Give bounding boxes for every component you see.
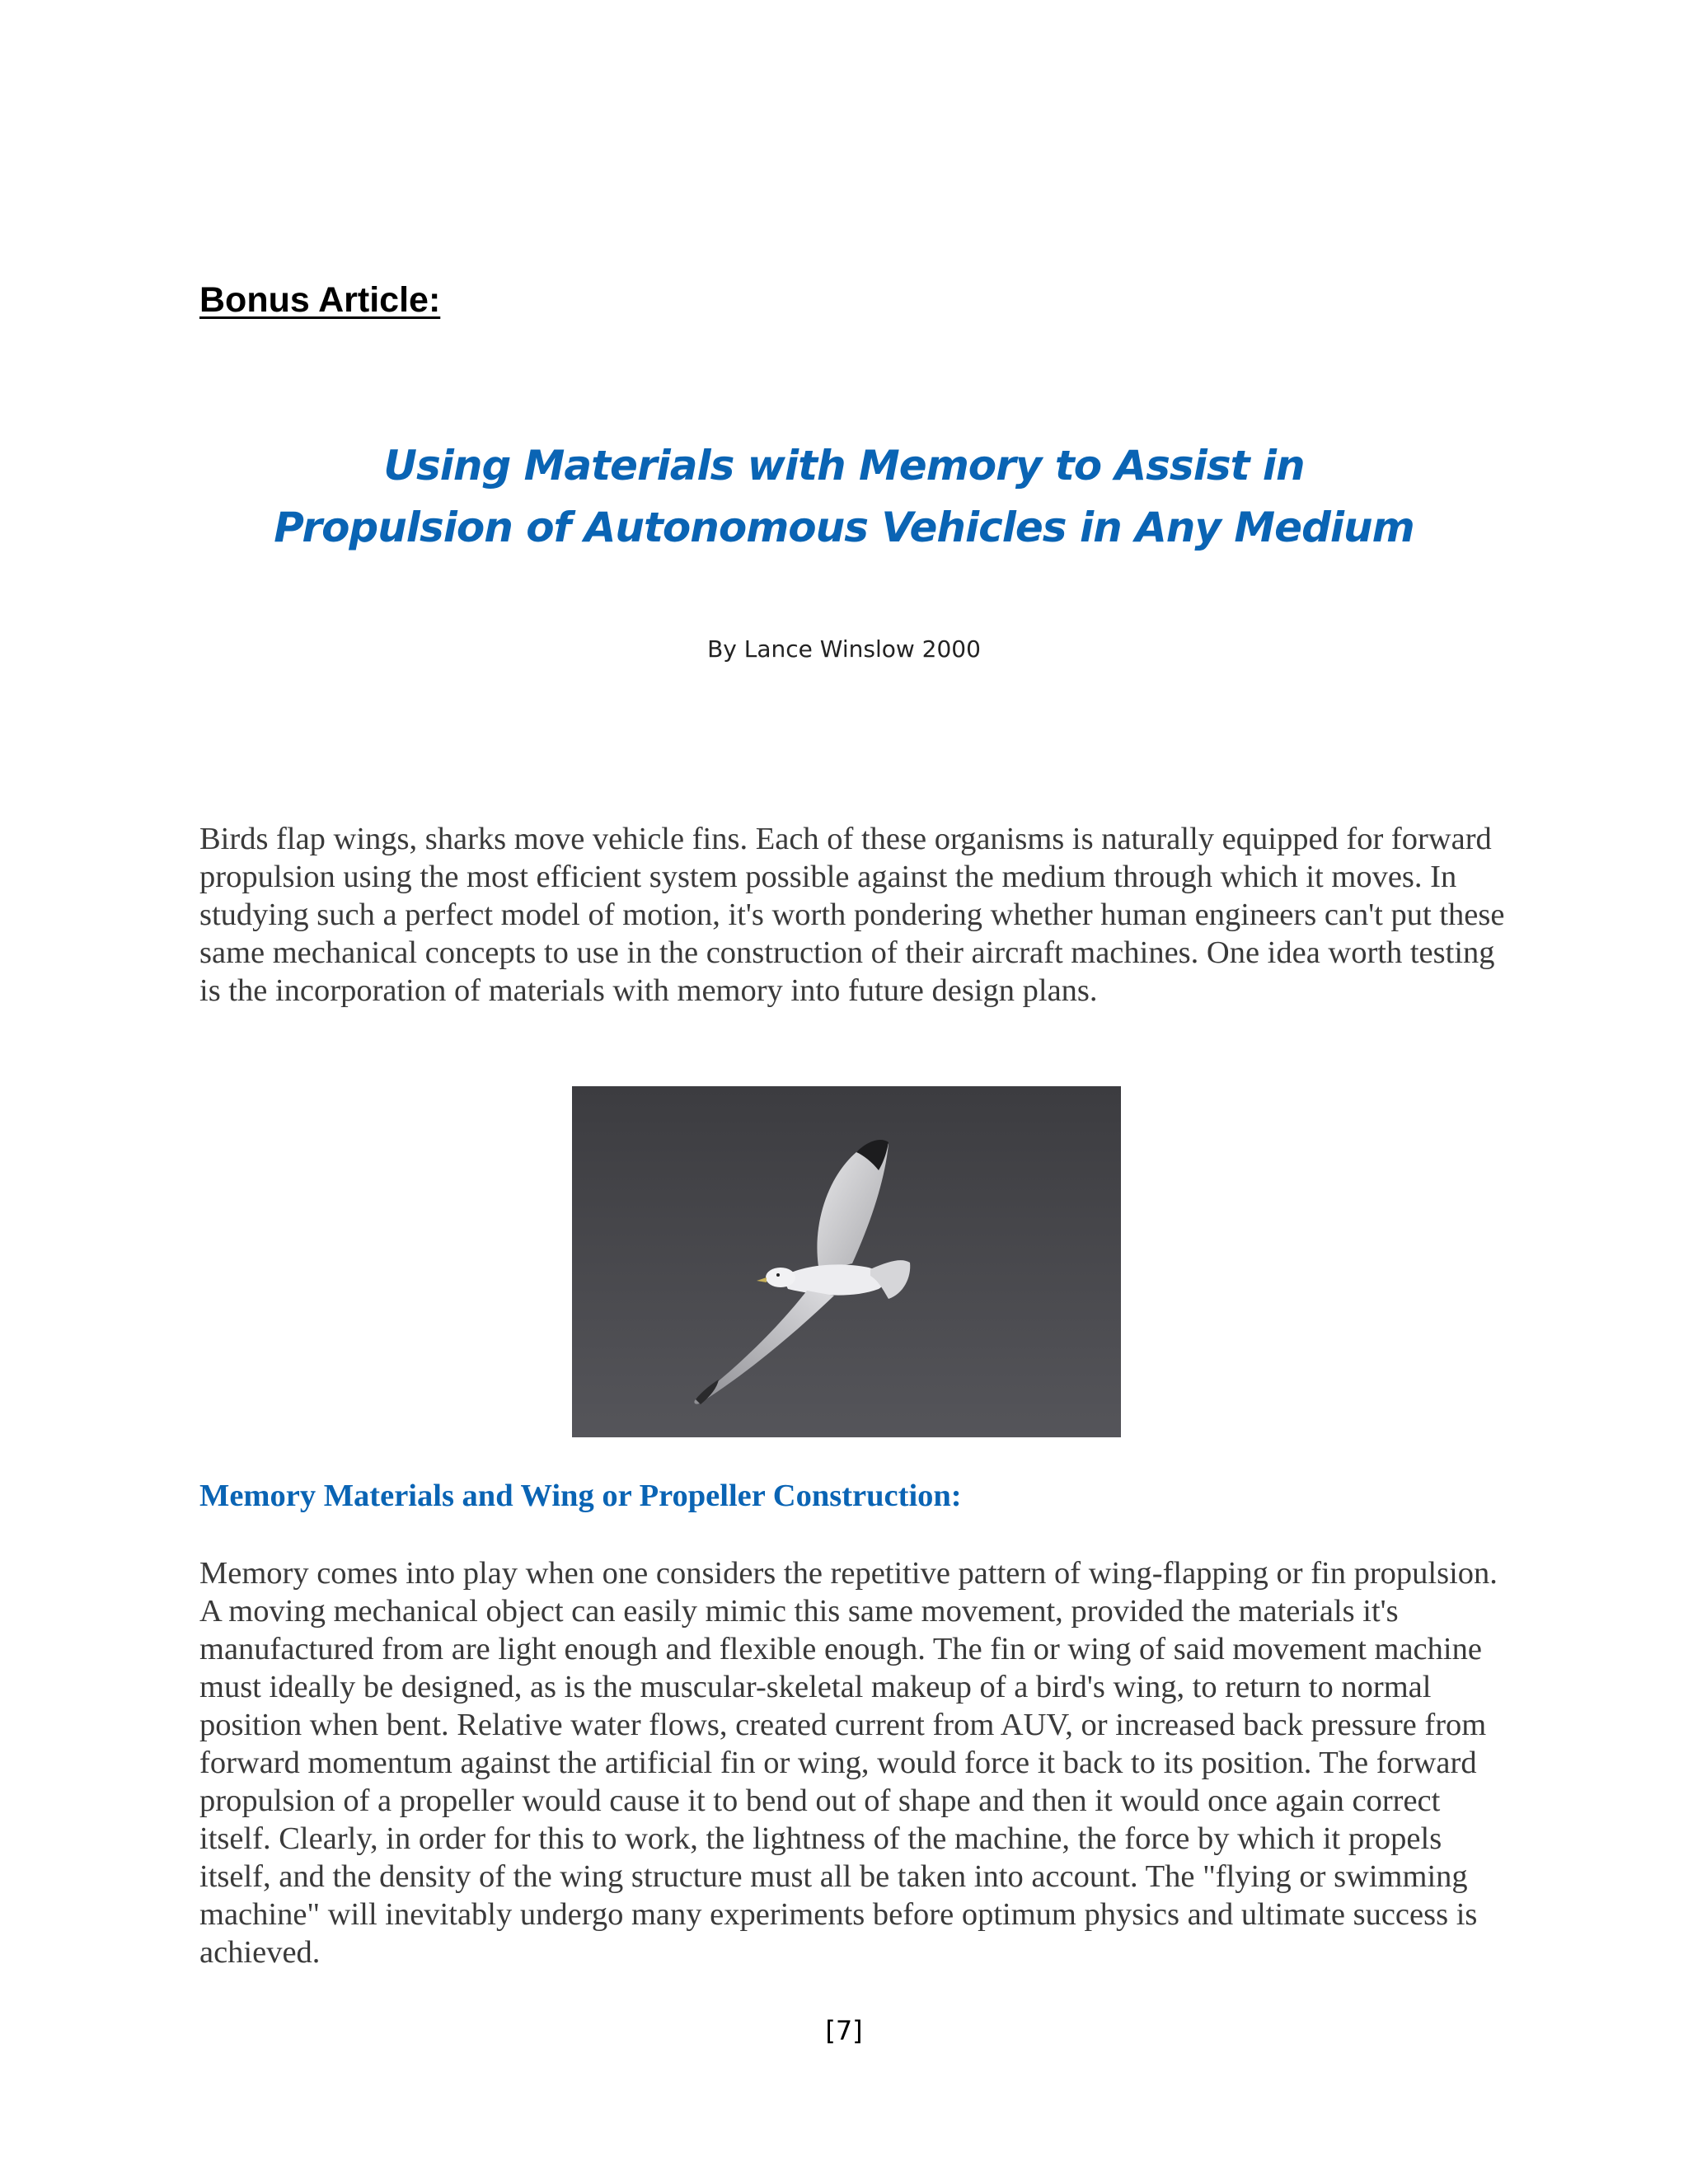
bonus-article-heading: Bonus Article: bbox=[199, 280, 441, 320]
article-title-line-2: Propulsion of Autonomous Vehicles in Any Medium bbox=[274, 504, 1414, 551]
article-title-line-1: Using Materials with Memory to Assist in bbox=[383, 442, 1305, 490]
section-heading: Memory Materials and Wing or Propeller Construction: bbox=[199, 1479, 962, 1513]
memory-paragraph: Memory comes into play when one considers the repetitive pattern of wing-flapping or fin propulsion. A moving mechanical object can easily mimic this same movement, provided the materials it's manufactured from are light enough and flexible enough. The fin or wing of said movement machine must ideally be designed, as is the muscular-skeletal makeup of a bird's wing, to return to normal position when bent. Relative water flows, created current from AUV, or increased back pressure from forward momentum against the artificial fin or wing, would force it back to its position. The forward propulsion of a propeller would cause it to bend out of shape and then it would once again correct itself. Clearly, in order for this to work, the lightness of the machine, the force by which it propels itself, and the density of the wing structure must all be taken into account. The "flying or swimming machine" will inevitably undergo many experiments before optimum physics and ultimate success is achieved. bbox=[199, 1556, 1498, 1970]
page-number: [7] bbox=[825, 2015, 863, 2046]
article-byline: By Lance Winslow 2000 bbox=[707, 635, 981, 663]
intro-paragraph: Birds flap wings, sharks move vehicle fins. Each of these organisms is naturally equipped for forward propulsion using the most efficient system possible against the medium through which it moves. In studying such a perfect model of motion, it's worth pondering whether human engineers can't put these same mechanical concepts to use in the construction of their aircraft machines. One idea worth testing is the incorporation of materials with memory into future design plans. bbox=[199, 822, 1505, 1008]
seagull-photo bbox=[572, 1086, 1121, 1437]
